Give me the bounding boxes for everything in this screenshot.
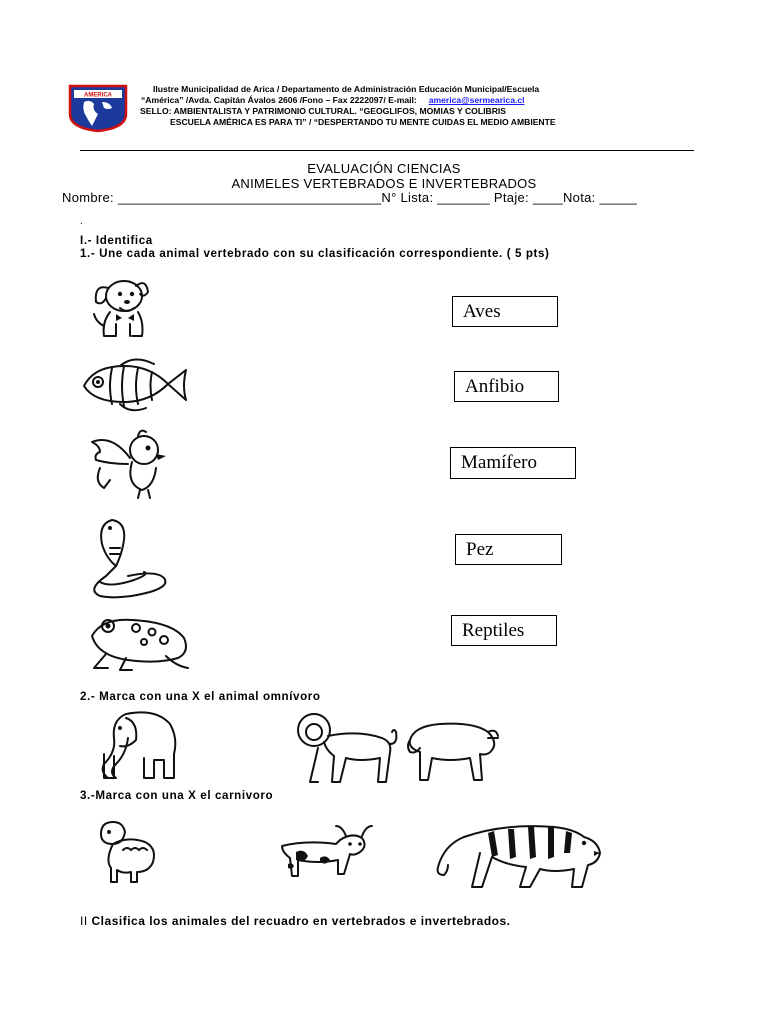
lion-icon[interactable] (292, 710, 398, 784)
label-box-anfibio[interactable] (454, 371, 559, 402)
header-divider (80, 150, 694, 151)
frog-icon[interactable] (86, 614, 196, 674)
label-reptiles: Reptiles (462, 619, 525, 641)
exam-subtitle: ANIMELES VERTEBRADOS E INVERTEBRADOS (231, 176, 537, 191)
exam-title: EVALUACIÓN CIENCIAS (307, 161, 461, 176)
label-box-aves[interactable] (452, 296, 558, 327)
question-1: 1.- Une cada animal vertebrado con su clasificación correspondiente. ( 5 pts) (80, 247, 550, 260)
section-2-instruction: Clasifica los animales del recuadro en vertebrados e invertebrados. (91, 914, 511, 928)
student-info-fields[interactable]: Nombre: ___________________________________N° Lista: _______ Ptaje: ____Nota: _____ (62, 190, 638, 205)
elephant-icon[interactable] (96, 708, 180, 782)
section-1-heading: I.- Identifica (80, 234, 153, 247)
logo-text: AMERICA (84, 92, 112, 99)
fish-icon[interactable] (80, 358, 190, 414)
label-mamifero: Mamífero (461, 452, 537, 473)
header-line-3: SELLO: AMBIENTALISTA Y PATRIMONIO CULTURAL. “GEOGLIFOS, MOMIAS Y COLIBRIS (140, 106, 507, 116)
label-box-pez[interactable] (455, 534, 562, 565)
snake-icon[interactable] (80, 514, 180, 598)
header-address: “América” /Avda. Capitán Ávalos 2606 /Fono – Fax 2222097/ E-mail: (141, 95, 417, 105)
lamb-icon[interactable] (93, 820, 159, 884)
label-box-reptiles[interactable] (451, 615, 557, 646)
label-aves: Aves (463, 300, 501, 322)
school-logo (68, 84, 128, 132)
pig-icon[interactable] (404, 718, 500, 784)
question-3: 3.-Marca con una X el carnivoro (80, 789, 274, 802)
section-2-heading (80, 914, 511, 928)
email-link[interactable]: america@sermearica.cl (428, 95, 525, 105)
section-2-number: II (80, 914, 92, 928)
bird-icon[interactable] (88, 428, 170, 500)
dog-icon[interactable] (86, 274, 154, 344)
cow-icon[interactable] (274, 822, 374, 886)
question-2: 2.- Marca con una X el animal omnívoro (80, 690, 321, 703)
header-line-1: Ilustre Municipalidad de Arica / Departamento de Administración Educación Municipal/Escuela (153, 84, 540, 94)
header-line-4: ESCUELA AMÉRICA ES PARA TI” / “DESPERTANDO TU MENTE CUIDAS EL MEDIO AMBIENTE (170, 117, 556, 127)
label-anfibio: Anfibio (465, 375, 525, 397)
header-line-2 (141, 95, 525, 106)
label-box-mamifero[interactable] (450, 447, 576, 479)
tiger-icon[interactable] (434, 815, 602, 891)
label-pez: Pez (466, 538, 494, 560)
stray-dot: . (80, 216, 83, 227)
